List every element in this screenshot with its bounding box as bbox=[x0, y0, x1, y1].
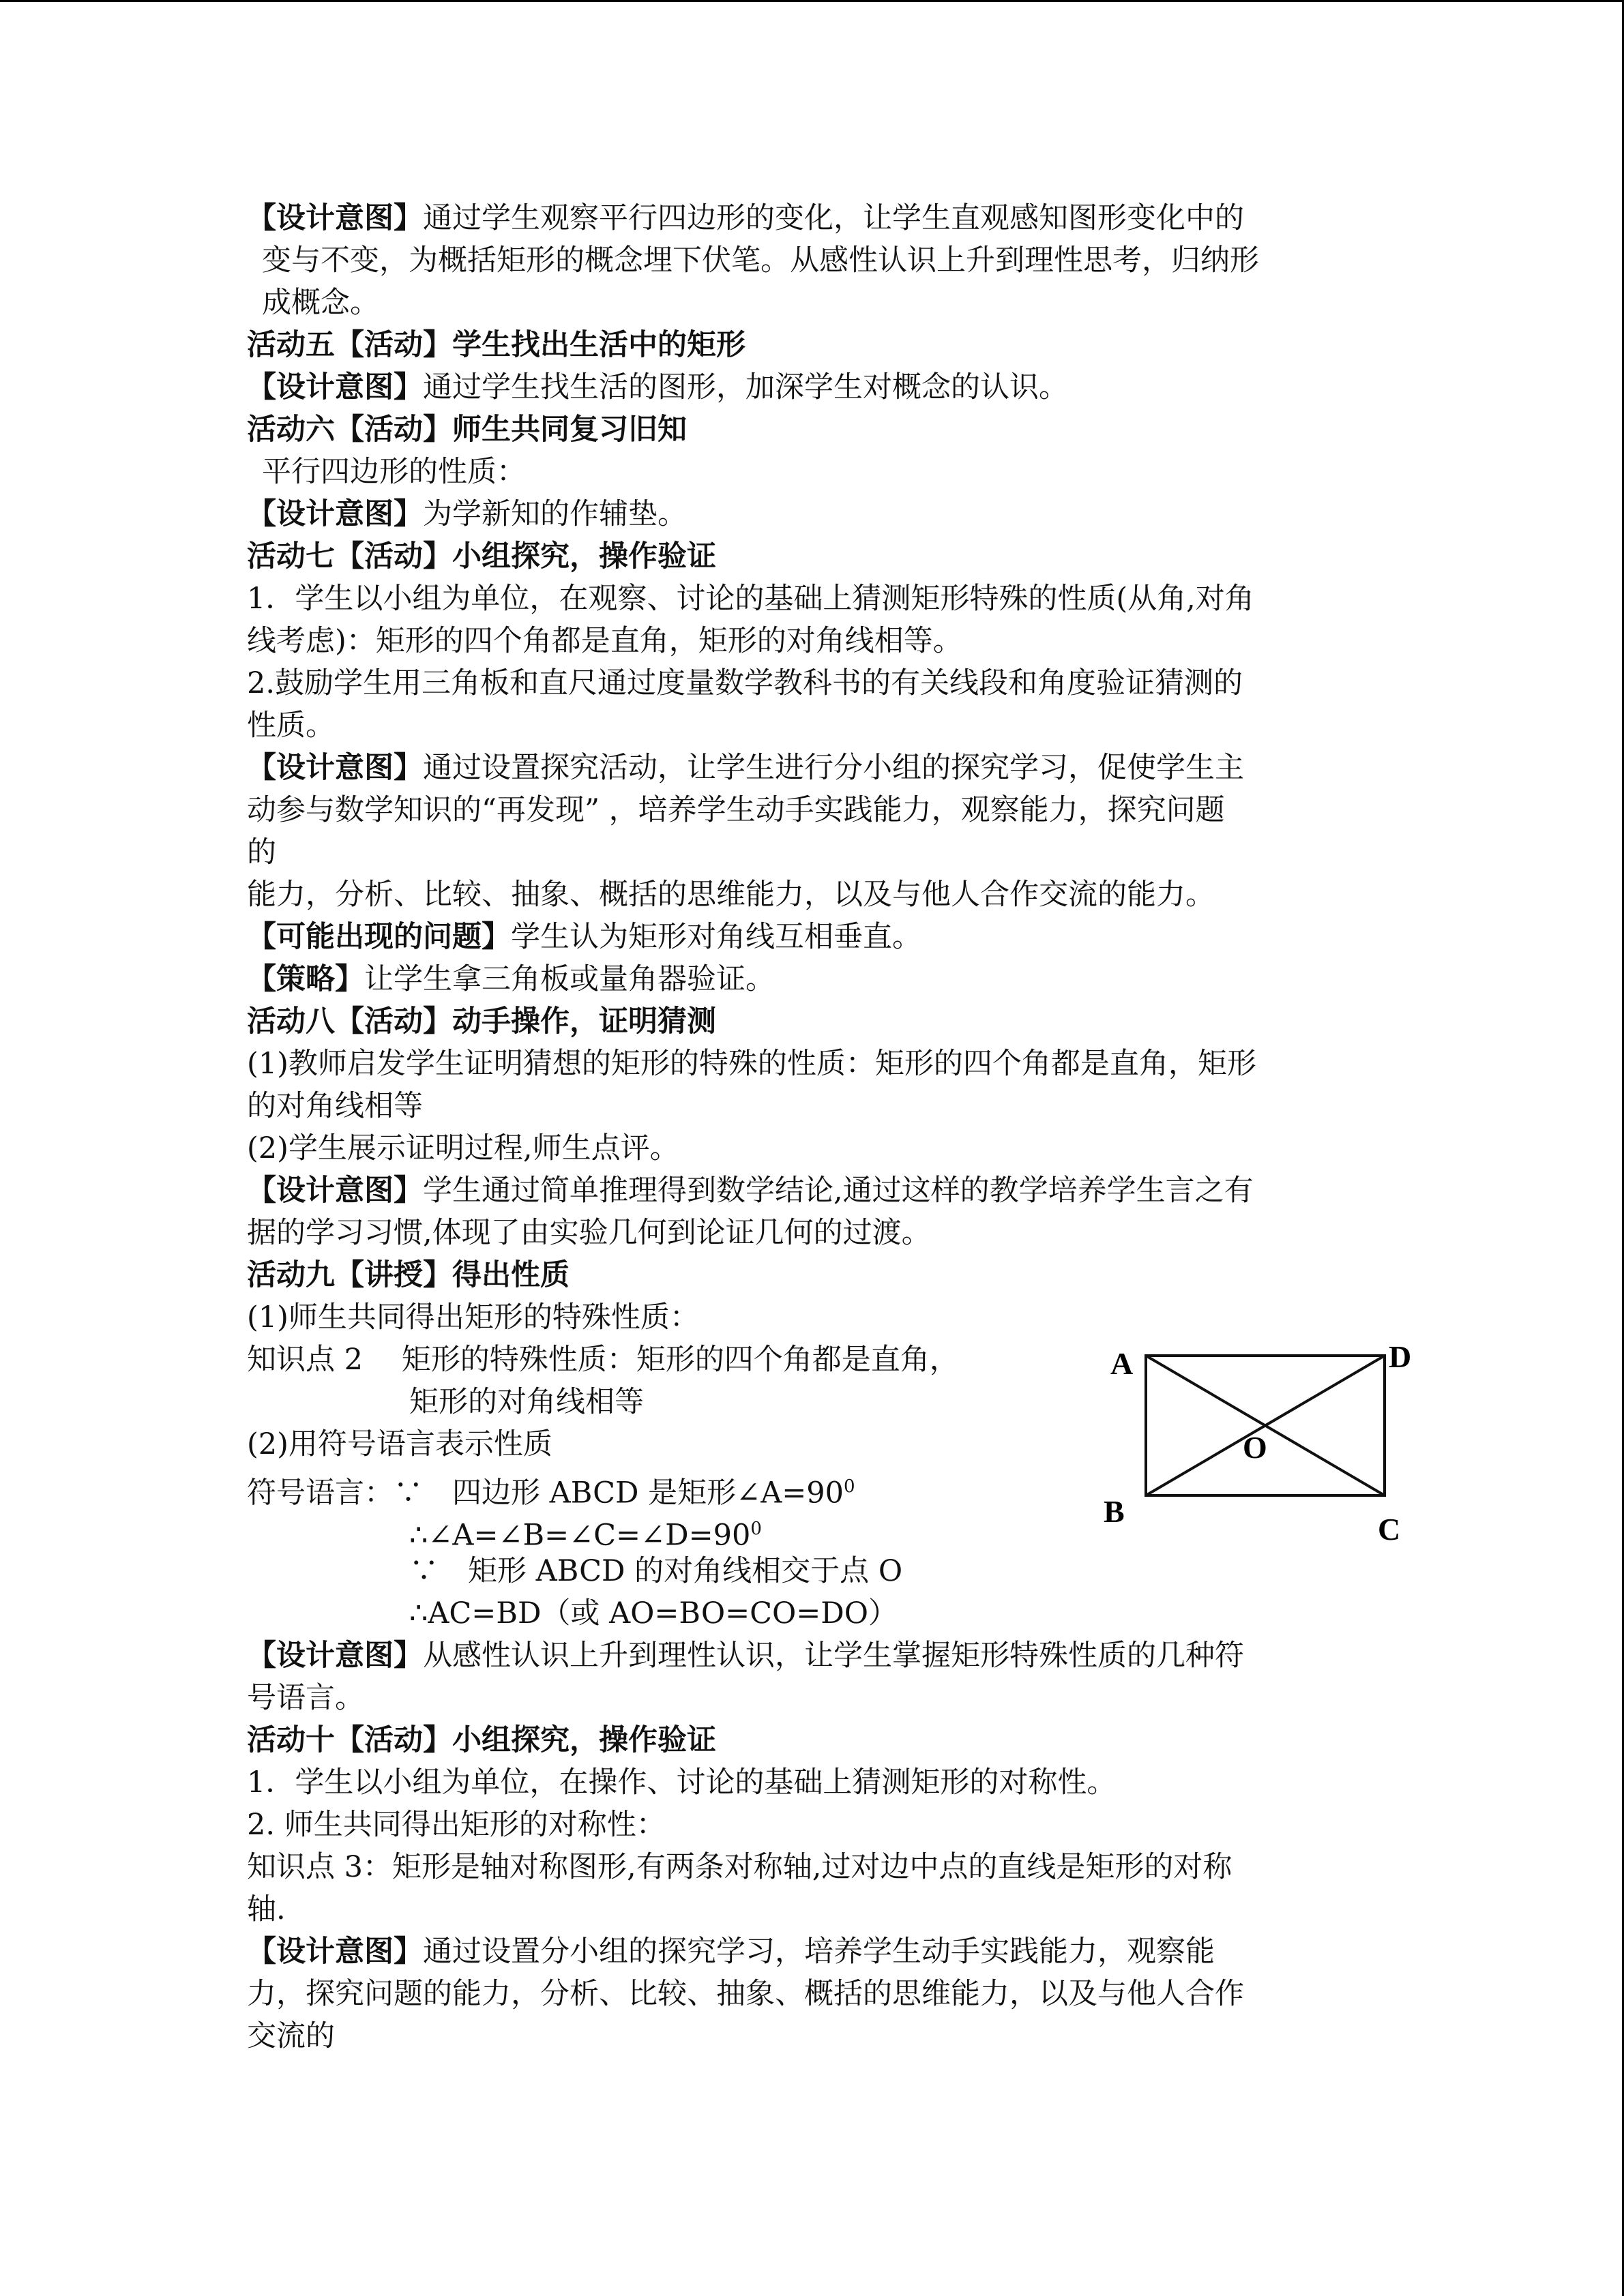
text-line: 矩形的对角线相等 bbox=[409, 1385, 644, 1419]
design-intent-tag: 【设计意图】 bbox=[247, 497, 423, 531]
paragraph-design-intent-4 bbox=[247, 747, 1244, 788]
activity-10-heading: 活动十【活动】小组探究，操作验证 bbox=[247, 1723, 716, 1757]
text-line: 2. 师生共同得出矩形的对称性： bbox=[247, 1808, 666, 1842]
degree-superscript: 0 bbox=[750, 1519, 762, 1539]
text-line: 据的学习习惯,体现了由实验几何到论证几何的过渡。 bbox=[247, 1216, 931, 1250]
text-line: (1)教师启发学生证明猜想的矩形的特殊的性质：矩形的四个角都是直角，矩形 bbox=[247, 1047, 1256, 1081]
symbol-text: 符号语言：∵ 四边形 ABCD 是矩形∠A=90 bbox=[247, 1476, 844, 1510]
text-line: 平行四边形的性质： bbox=[262, 455, 526, 489]
paragraph-design-intent-2 bbox=[247, 367, 1068, 408]
text-line: (2)用符号语言表示性质 bbox=[247, 1427, 552, 1461]
strategy-text: 让学生拿三角板或量角器验证。 bbox=[364, 962, 775, 996]
center-label-o: O bbox=[1243, 1430, 1267, 1465]
vertex-label-d: D bbox=[1389, 1339, 1412, 1374]
possible-problem-text: 学生认为矩形对角线互相垂直。 bbox=[511, 920, 921, 954]
activity-8-heading: 活动八【活动】动手操作，证明猜测 bbox=[247, 1004, 716, 1039]
vertex-label-b: B bbox=[1104, 1494, 1125, 1529]
design-intent-text: 从感性认识上升到理性认识，让学生掌握矩形特殊性质的几种符 bbox=[423, 1639, 1244, 1673]
design-intent-tag: 【设计意图】 bbox=[247, 370, 423, 404]
text-line: 能力，分析、比较、抽象、概括的思维能力，以及与他人合作交流的能力。 bbox=[247, 878, 1215, 912]
knowledge-point-2: 知识点 2 矩形的特殊性质：矩形的四个角都是直角， bbox=[247, 1343, 959, 1377]
text-line: 线考虑)：矩形的四个角都是直角，矩形的对角线相等。 bbox=[247, 624, 962, 658]
design-intent-text: 通过设置分小组的探究学习，培养学生动手实践能力，观察能 bbox=[423, 1935, 1215, 1969]
design-intent-tag: 【设计意图】 bbox=[247, 201, 423, 235]
text-line: 号语言。 bbox=[247, 1681, 364, 1715]
knowledge-point-3: 知识点 3：矩形是轴对称图形,有两条对称轴,过对边中点的直线是矩形的对称 bbox=[247, 1850, 1232, 1884]
symbol-text: ∴∠A=∠B=∠C=∠D=90 bbox=[409, 1518, 751, 1553]
design-intent-text: 通过学生观察平行四边形的变化，让学生直观感知图形变化中的 bbox=[423, 201, 1244, 235]
paragraph-strategy bbox=[247, 959, 775, 1000]
degree-superscript: 0 bbox=[844, 1476, 855, 1497]
text-line: 的 bbox=[247, 835, 276, 869]
design-intent-text: 通过学生找生活的图形，加深学生对概念的认识。 bbox=[423, 370, 1068, 404]
text-line: 力，探究问题的能力，分析、比较、抽象、概括的思维能力，以及与他人合作 bbox=[247, 1977, 1244, 2011]
possible-problem-tag: 【可能出现的问题】 bbox=[247, 920, 511, 954]
text-line: 轴. bbox=[247, 1892, 286, 1926]
design-intent-text: 为学新知的作辅垫。 bbox=[423, 497, 687, 531]
text-line: 的对角线相等 bbox=[247, 1089, 423, 1123]
symbol-language-line-1 bbox=[247, 1466, 855, 1513]
design-intent-text: 通过设置探究活动，让学生进行分小组的探究学习，促使学生主 bbox=[423, 751, 1244, 785]
paragraph-design-intent-6 bbox=[247, 1635, 1244, 1676]
text-line: 成概念。 bbox=[262, 286, 379, 320]
rectangle-abcd-figure bbox=[1091, 1337, 1432, 1555]
paragraph-design-intent-3 bbox=[247, 494, 687, 535]
symbol-language-line-4: ∴AC=BD（或 AO=BO=CO=DO） bbox=[409, 1596, 898, 1630]
text-line: 1．学生以小组为单位，在操作、讨论的基础上猜测矩形的对称性。 bbox=[247, 1765, 1117, 1800]
text-line: 2.鼓励学生用三角板和直尺通过度量数学教科书的有关线段和角度验证猜测的 bbox=[247, 666, 1243, 700]
text-line: 动参与数学知识的“再发现” ，培养学生动手实践能力，观察能力，探究问题 bbox=[247, 793, 1225, 827]
paragraph-design-intent-7 bbox=[247, 1931, 1215, 1972]
text-line: 1．学生以小组为单位，在观察、讨论的基础上猜测矩形特殊的性质(从角,对角 bbox=[247, 582, 1254, 616]
design-intent-tag: 【设计意图】 bbox=[247, 751, 423, 785]
activity-6-heading: 活动六【活动】师生共同复习旧知 bbox=[247, 413, 687, 447]
activity-9-heading: 活动九【讲授】得出性质 bbox=[247, 1258, 570, 1292]
symbol-language-line-3: ∵ 矩形 ABCD 的对角线相交于点 O bbox=[409, 1554, 903, 1588]
activity-7-heading: 活动七【活动】小组探究，操作验证 bbox=[247, 539, 716, 573]
vertex-label-a: A bbox=[1110, 1346, 1134, 1381]
symbol-language-line-2 bbox=[409, 1508, 762, 1555]
design-intent-tag: 【设计意图】 bbox=[247, 1639, 423, 1673]
design-intent-tag: 【设计意图】 bbox=[247, 1935, 423, 1969]
page-border-top bbox=[0, 0, 1624, 2]
paragraph-possible-problem bbox=[247, 916, 921, 957]
text-line: 性质。 bbox=[247, 709, 335, 743]
design-intent-text: 学生通过简单推理得到数学结论,通过这样的教学培养学生言之有 bbox=[423, 1174, 1254, 1208]
text-line: 变与不变，为概括矩形的概念埋下伏笔。从感性认识上升到理性思考，归纳形 bbox=[262, 243, 1259, 278]
strategy-tag: 【策略】 bbox=[247, 962, 364, 996]
text-line: (2)学生展示证明过程,师生点评。 bbox=[247, 1131, 679, 1165]
design-intent-tag: 【设计意图】 bbox=[247, 1174, 423, 1208]
text-line: 交流的 bbox=[247, 2019, 335, 2053]
paragraph-design-intent-5 bbox=[247, 1170, 1254, 1211]
text-line: (1)师生共同得出矩形的特殊性质： bbox=[247, 1300, 699, 1335]
vertex-label-c: C bbox=[1378, 1512, 1401, 1547]
activity-5-heading: 活动五【活动】学生找出生活中的矩形 bbox=[247, 328, 745, 362]
paragraph-design-intent-1 bbox=[247, 198, 1244, 239]
